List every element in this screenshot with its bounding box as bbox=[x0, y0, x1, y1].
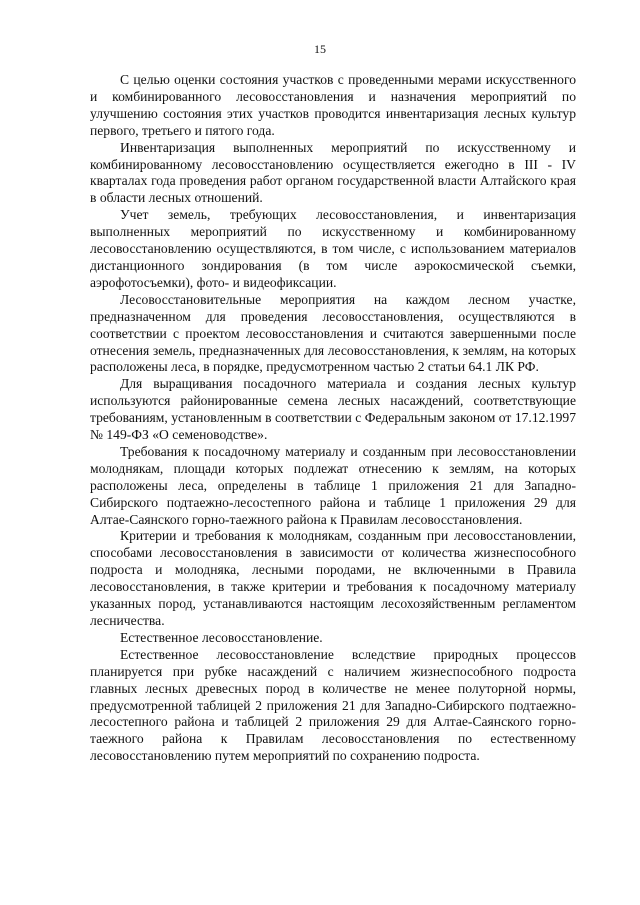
paragraph-requirements: Требования к посадочному материалу и созданным при лесовосстановлении молоднякам, площади которых подлежат отнесению к землям, на которых расположены леса, определены в таблице 1 приложения 21 для Западно-Сибирского подтаежно-лесостепного района и таблице 1 приложения 29 для Алтае-Саянского горно-таежного района к Правилам лесовосстановления. bbox=[90, 443, 576, 527]
page-number: 15 bbox=[314, 42, 326, 56]
document-body bbox=[90, 72, 576, 765]
paragraph-natural-heading: Естественное лесовосстановление. bbox=[120, 629, 323, 645]
paragraph-inventory-schedule: Инвентаризация выполненных мероприятий по искусственному и комбинированному лесовосстановлению осуществляется ежегодно в III - IV кварталах года проведения работ органом государственной власти Алтайского края в области лесных отношений. bbox=[90, 139, 576, 206]
paragraph-reforestation-measures: Лесовосстановительные мероприятия на каждом лесном участке, предназначенном для проведения лесовосстановления, осуществляются в соответствии с проектом лесовосстановления и считаются завершенными после отнесения земель, предназначенных для лесовосстановления, к землям, на которых расположены леса, в порядке, предусмотренном частью 2 статьи 64.1 ЛК РФ. bbox=[90, 291, 576, 375]
paragraph-planting-material: Для выращивания посадочного материала и создания лесных культур используются районированные семена лесных насаждений, соответствующие требованиям, установленным в соответствии с Федеральным законом от 17.12.1997 № 149-ФЗ «О семеноводстве». bbox=[90, 376, 576, 443]
paragraph-land-accounting: Учет земель, требующих лесовосстановления, и инвентаризация выполненных мероприятий по искусственному и комбинированному лесовосстановлению осуществляются, в том числе, с использованием материалов дистанционного зондирования (в том числе аэрокосмической съемки, аэрофотосъемки), фото- и видеофиксации. bbox=[90, 207, 576, 290]
paragraph-inventory-purpose: С целью оценки состояния участков с проведенными мерами искусственного и комбинированного лесовосстановления и назначения мероприятий по улучшению состояния этих участков проводится инвентаризация лесных культур первого, третьего и пятого года. bbox=[90, 72, 576, 138]
paragraph-natural-reforestation: Естественное лесовосстановление вследствие природных процессов планируется при рубке насаждений с наличием жизнеспособного подроста главных лесных древесных пород в количестве не менее полуторной нормы, предусмотренной таблицей 2 приложения 21 для Западно-Сибирского подтаежно-лесостепного района и таблицей 2 приложения 29 для Алтае-Саянского горно-таежного района к Правилам лесовосстановления по естественному лесовосстановлению путем мероприятий по сохранению подроста. bbox=[90, 646, 576, 764]
paragraph-criteria: Критерии и требования к молоднякам, созданным при лесовосстановлении, способами лесовосстановления в зависимости от количества жизнеспособного подроста и молодняка, лесными породами, не включенными в Правила лесовосстановления, в также критерии и требования к посадочному материалу указанных пород, устанавливаются настоящим лесохозяйственным регламентом лесничества. bbox=[90, 528, 576, 628]
